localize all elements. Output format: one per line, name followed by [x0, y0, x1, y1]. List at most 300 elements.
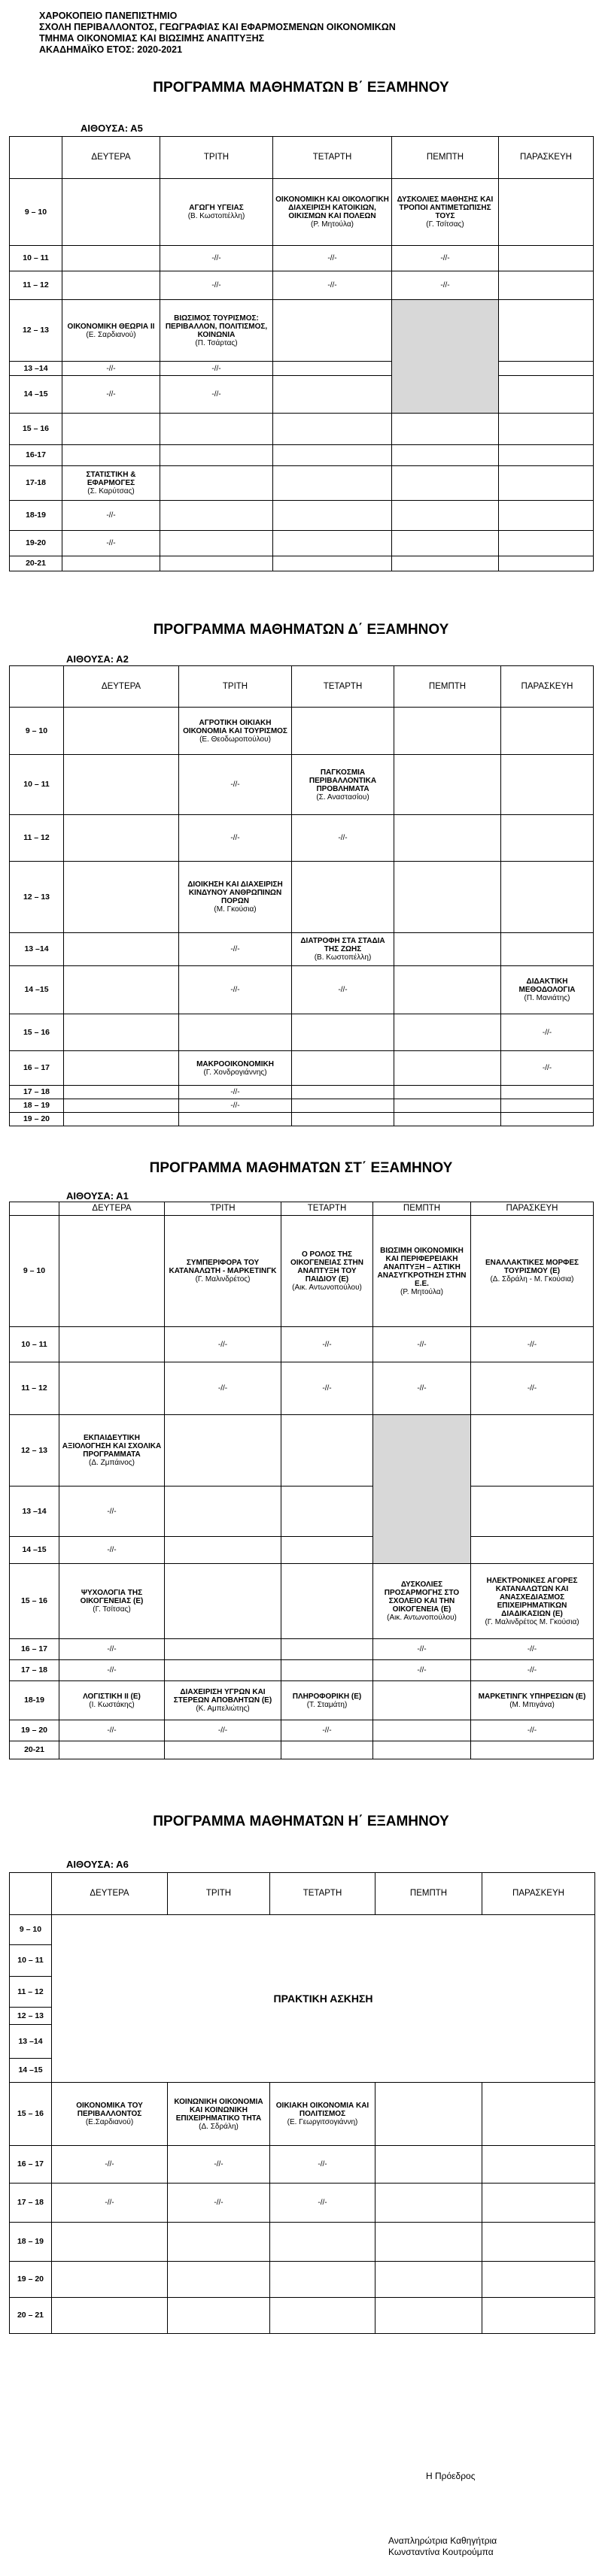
schedule-cell: -//- — [273, 246, 392, 271]
schedule-cell — [179, 1014, 292, 1051]
schedule-cell: -//- — [471, 1660, 594, 1681]
table-row — [10, 376, 594, 414]
course-name: ΑΓΡΟΤΙΚΗ ΟΙΚΙΑΚΗ ΟΙΚΟΝΟΜΙΑ ΚΑΙ ΤΟΥΡΙΣΜΟΣ — [183, 718, 287, 735]
semester-h-title: ΠΡΟΓΡΑΜΜΑ ΜΑΘΗΜΑΤΩΝ Η΄ ΕΞΑΜΗΝΟΥ — [153, 1814, 449, 1829]
schedule-cell — [501, 1086, 594, 1099]
schedule-cell — [501, 815, 594, 862]
schedule-cell — [168, 2223, 270, 2262]
course-name: ΒΙΩΣΙΜΟΣ ΤΟΥΡΙΣΜΟΣ: ΠΕΡΙΒΑΛΛΟΝ, ΠΟΛΙΤΙΣΜΟΣ, ΚΟΙΝΩΝΙΑ — [165, 314, 268, 339]
schedule-cell — [62, 466, 160, 501]
schedule-cell: -//- — [471, 1639, 594, 1660]
time-slot: 13 –14 — [10, 933, 64, 966]
time-slot: 13 –14 — [10, 1487, 59, 1537]
department-name: ΤΜΗΜΑ ΟΙΚΟΝΟΜΙΑΣ ΚΑΙ ΒΙΩΣΙΜΗΣ ΑΝΑΠΤΥΞΗΣ — [39, 33, 265, 44]
schedule-cell — [375, 2298, 482, 2334]
schedule-cell: -//- — [179, 966, 292, 1014]
professor-name: (Ε. Γεωργιτσογιάννη) — [287, 2118, 358, 2126]
table-header-row — [10, 1873, 595, 1915]
table-row — [10, 531, 594, 556]
course-name: ΨΥΧΟΛΟΓΙΑ ΤΗΣ ΟΙΚΟΓΕΝΕΙΑΣ (Ε) — [80, 1589, 144, 1605]
schedule-cell — [281, 1639, 373, 1660]
professor-name: (Π. Μανιάτης) — [524, 994, 570, 1002]
schedule-cell — [499, 300, 594, 362]
schedule-cell — [392, 414, 499, 445]
semester-h-room: ΑΙΘΟΥΣΑ: Α6 — [66, 1859, 129, 1870]
schedule-cell — [273, 300, 392, 362]
professor-name: (Β. Κωστοπέλλη) — [187, 212, 245, 220]
semester-d-table — [9, 665, 594, 1126]
time-slot: 15 – 16 — [10, 1014, 64, 1051]
table-row — [10, 1720, 594, 1741]
schedule-cell — [160, 445, 273, 466]
course-name: ΔΙΟΙΚΗΣΗ ΚΑΙ ΔΙΑΧΕΙΡΙΣΗ ΚΙΝΔΥΝΟΥ ΑΝΘΡΩΠΙΝΩΝ ΠΟΡΩΝ — [187, 880, 283, 905]
time-slot: 19 – 20 — [10, 2262, 52, 2298]
schedule-cell — [375, 2146, 482, 2184]
schedule-cell: -//- — [392, 271, 499, 300]
schedule-cell: -//- — [62, 376, 160, 414]
course-name: ΔΙΑΧΕΙΡΙΣΗ ΥΓΡΩΝ ΚΑΙ ΣΤΕΡΕΩΝ ΑΠΟΒΛΗΤΩΝ (Ε) — [173, 1688, 272, 1705]
course-name: ΔΙΑΤΡΟΦΗ ΣΤΑ ΣΤΑΔΙΑ ΤΗΣ ΖΩΗΣ — [300, 937, 385, 953]
schedule-cell — [165, 1487, 281, 1537]
schedule-cell: -//- — [179, 815, 292, 862]
academic-year: ΑΚΑΔΗΜΑΪΚΟ ΕΤΟΣ: 2020-2021 — [39, 44, 183, 55]
time-slot: 18-19 — [10, 501, 62, 531]
schedule-cell — [270, 2298, 375, 2334]
time-slot: 9 – 10 — [10, 1915, 52, 1945]
table-row — [10, 1051, 594, 1086]
day-header: ΔΕΥΤΕΡΑ — [64, 666, 179, 708]
schedule-cell — [281, 1741, 373, 1759]
schedule-cell: -//- — [471, 1327, 594, 1362]
schedule-cell — [273, 531, 392, 556]
schedule-cell — [281, 1660, 373, 1681]
schedule-cell — [394, 815, 501, 862]
schedule-cell — [165, 1537, 281, 1564]
course-name: ΣΥΜΠΕΡΙΦΟΡΑ ΤΟΥ ΚΑΤΑΝΑΛΩΤΗ - ΜΑΡΚΕΤΙΝΓΚ — [169, 1259, 277, 1275]
table-row — [10, 556, 594, 571]
schedule-cell — [165, 1415, 281, 1487]
course-name: ΕΚΠΑΙΔΕΥΤΙΚΗ ΑΞΙΟΛΟΓΗΣΗ ΚΑΙ ΣΧΟΛΙΚΑ ΠΡΟΓΡΑΜΜΑΤΑ — [62, 1434, 162, 1459]
schedule-cell: -//- — [168, 2146, 270, 2184]
schedule-cell — [499, 271, 594, 300]
course-name: Ο ΡΟΛΟΣ ΤΗΣ ΟΙΚΟΓΕΝΕΙΑΣ ΣΤΗΝ ΑΝΑΠΤΥΞΗ ΤΟΥ ΠΑΙΔΙΟΥ (Ε) — [290, 1250, 363, 1283]
schedule-cell: -//- — [59, 1487, 165, 1537]
table-row — [10, 1362, 594, 1415]
professor-name: (Ε. Θεοδωροπούλου) — [199, 735, 271, 744]
day-header: ΤΡΙΤΗ — [160, 137, 273, 179]
time-slot: 13 –14 — [10, 362, 62, 376]
table-row — [10, 1741, 594, 1759]
corner-cell — [10, 1202, 59, 1216]
schedule-cell — [392, 501, 499, 531]
schedule-cell — [394, 1099, 501, 1113]
schedule-cell — [471, 1487, 594, 1537]
schedule-cell — [165, 1639, 281, 1660]
schedule-cell — [64, 1113, 179, 1126]
time-slot: 11 – 12 — [10, 1362, 59, 1415]
schedule-cell — [501, 1113, 594, 1126]
schedule-cell — [482, 2223, 595, 2262]
course-name: ΠΑΓΚΟΣΜΙΑ ΠΕΡΙΒΑΛΛΟΝΤΙΚΑ ΠΡΟΒΛΗΜΑΤΑ — [309, 768, 377, 793]
schedule-cell — [165, 1564, 281, 1639]
table-row — [10, 300, 594, 362]
schedule-cell — [273, 466, 392, 501]
schedule-cell — [160, 466, 273, 501]
schedule-cell: -//- — [160, 271, 273, 300]
semester-st-room: ΑΙΘΟΥΣΑ: Α1 — [66, 1190, 129, 1202]
schedule-cell — [471, 1564, 594, 1639]
schedule-cell — [64, 1099, 179, 1113]
time-slot: 15 – 16 — [10, 414, 62, 445]
signature-name: Κωνσταντίνα Κουτρούμπα — [388, 2547, 494, 2557]
schedule-cell — [281, 1415, 373, 1487]
professor-name: (Γ. Τσίτσας) — [93, 1605, 131, 1614]
course-name: ΟΙΚΟΝΟΜΙΚΑ ΤΟΥ ΠΕΡΙΒΑΛΛΟΝΤΟΣ — [76, 2102, 143, 2118]
day-header: ΠΕΜΠΤΗ — [392, 137, 499, 179]
schedule-cell — [165, 1660, 281, 1681]
schedule-cell — [392, 445, 499, 466]
professor-name: (Β. Κωστοπέλλη) — [314, 953, 372, 962]
time-slot: 12 – 13 — [10, 2008, 52, 2025]
time-slot: 18 – 19 — [10, 2223, 52, 2262]
table-row — [10, 708, 594, 755]
schedule-cell — [482, 2146, 595, 2184]
schedule-cell — [59, 1741, 165, 1759]
course-name: ΕΝΑΛΛΑΚΤΙΚΕΣ ΜΟΡΦΕΣ ΤΟΥΡΙΣΜΟΥ (Ε) — [485, 1259, 579, 1275]
course-name: ΣΤΑΤΙΣΤΙΚΗ & ΕΦΑΡΜΟΓΕΣ — [86, 471, 136, 487]
table-row — [10, 1487, 594, 1537]
schedule-cell — [62, 271, 160, 300]
schedule-cell — [160, 501, 273, 531]
schedule-cell — [165, 1216, 281, 1327]
schedule-cell — [394, 1014, 501, 1051]
schedule-cell — [292, 1086, 394, 1099]
table-row — [10, 445, 594, 466]
table-row — [10, 933, 594, 966]
table-row — [10, 1099, 594, 1113]
schedule-cell — [273, 501, 392, 531]
schedule-cell — [64, 862, 179, 933]
schedule-cell: -//- — [52, 2184, 168, 2223]
schedule-cell: -//- — [501, 1051, 594, 1086]
day-header: ΤΡΙΤΗ — [179, 666, 292, 708]
schedule-cell — [375, 2262, 482, 2298]
professor-name: (Γ. Μαλινδρέτος Μ. Γκούσια) — [485, 1617, 579, 1626]
course-name: ΗΛΕΚΤΡΟΝΙΚΕΣ ΑΓΟΡΕΣ ΚΑΤΑΝΑΛΩΤΩΝ ΚΑΙ ΑΝΑΣΧΕΔΙΑΣΜΟΣ ΕΠΙΧΕΙΡΗΜΑΤΙΚΩΝ ΔΙΑΔΙΚΑΣΙΩΝ (Ε) — [486, 1576, 578, 1618]
schedule-cell — [59, 1362, 165, 1415]
schedule-cell — [62, 246, 160, 271]
schedule-cell — [471, 1537, 594, 1564]
time-slot: 12 – 13 — [10, 300, 62, 362]
schedule-cell — [59, 1681, 165, 1720]
time-slot: 10 – 11 — [10, 755, 64, 815]
course-name: ΑΓΩΓΗ ΥΓΕΙΑΣ — [189, 204, 244, 212]
schedule-cell: -//- — [59, 1537, 165, 1564]
table-row — [10, 1639, 594, 1660]
schedule-cell — [52, 2298, 168, 2334]
schedule-cell — [499, 376, 594, 414]
time-slot: 17 – 18 — [10, 1086, 64, 1099]
schedule-cell — [375, 2184, 482, 2223]
schedule-cell — [168, 2262, 270, 2298]
course-name: ΚΟΙΝΩΝΙΚΗ ΟΙΚΟΝΟΜΙΑ ΚΑΙ ΚΟΙΝΩΝΙΚΗ ΕΠΙΧΕΙΡΗΜΑΤΙΚΟ ΤΗΤΑ — [174, 2097, 263, 2123]
schedule-cell — [501, 862, 594, 933]
schedule-cell: -//- — [168, 2184, 270, 2223]
schedule-cell — [52, 2083, 168, 2146]
table-row — [10, 179, 594, 246]
schedule-cell — [62, 179, 160, 246]
schedule-cell: -//- — [501, 1014, 594, 1051]
table-row — [10, 1216, 594, 1327]
schedule-cell — [373, 1741, 471, 1759]
table-row — [10, 755, 594, 815]
schedule-cell — [499, 501, 594, 531]
course-name: ΒΙΩΣΙΜΗ ΟΙΚΟΝΟΜΙΚΗ ΚΑΙ ΠΕΡΙΦΕΡΕΙΑΚΗ ΑΝΑΠΤΥΞΗ – ΑΣΤΙΚΗ ΑΝΑΣΥΓΚΡΟΤΗΣΗ ΣΤΗΝ Ε.Ε. — [377, 1246, 467, 1288]
time-slot: 15 – 16 — [10, 2083, 52, 2146]
course-name: ΟΙΚΟΝΟΜΙΚΗ ΚΑΙ ΟΙΚΟΛΟΓΙΚΗ ΔΙΑΧΕΙΡΙΣΗ ΚΑΤΟΙΚΙΩΝ, ΟΙΚΙΣΜΩΝ ΚΑΙ ΠΟΛΕΩΝ — [275, 195, 389, 220]
schedule-cell — [179, 1113, 292, 1126]
table-row — [10, 2298, 595, 2334]
schedule-cell — [270, 2262, 375, 2298]
signature-role: Η Πρόεδρος — [426, 2471, 476, 2481]
schedule-cell: -//- — [179, 1086, 292, 1099]
schedule-cell — [160, 531, 273, 556]
course-name: ΛΟΓΙΣΤΙΚΗ ΙΙ (Ε) — [83, 1692, 141, 1701]
day-header: ΔΕΥΤΕΡΑ — [59, 1202, 165, 1216]
table-header-row — [10, 1202, 594, 1216]
schedule-cell — [59, 1216, 165, 1327]
time-slot: 16 – 17 — [10, 2146, 52, 2184]
day-header: ΤΕΤΑΡΤΗ — [292, 666, 394, 708]
table-row — [10, 1415, 594, 1487]
day-header: ΤΡΙΤΗ — [168, 1873, 270, 1915]
professor-name: (Δ. Ζμπάινος) — [89, 1459, 135, 1467]
schedule-cell — [160, 300, 273, 362]
table-row — [10, 966, 594, 1014]
schedule-cell — [62, 414, 160, 445]
schedule-cell: -//- — [392, 246, 499, 271]
schedule-cell — [375, 2223, 482, 2262]
schedule-cell: -//- — [471, 1362, 594, 1415]
schedule-cell — [168, 2298, 270, 2334]
schedule-cell — [64, 815, 179, 862]
schedule-cell: -//- — [273, 271, 392, 300]
schedule-cell: -//- — [270, 2184, 375, 2223]
time-slot: 19-20 — [10, 531, 62, 556]
schedule-cell — [292, 1113, 394, 1126]
schedule-cell: -//- — [281, 1362, 373, 1415]
schedule-cell — [273, 376, 392, 414]
time-slot: 11 – 12 — [10, 1977, 52, 2008]
schedule-cell — [394, 966, 501, 1014]
schedule-cell — [373, 1720, 471, 1741]
table-row — [10, 362, 594, 376]
schedule-cell — [64, 1014, 179, 1051]
schedule-cell: -//- — [62, 531, 160, 556]
schedule-cell — [375, 2083, 482, 2146]
schedule-cell — [281, 1216, 373, 1327]
professor-name: (Κ. Αμπελιώτης) — [196, 1705, 250, 1713]
schedule-cell — [482, 2298, 595, 2334]
course-name: ΔΥΣΚΟΛΙΕΣ ΠΡΟΣΑΡΜΟΓΗΣ ΣΤΟ ΣΧΟΛΕΙΟ ΚΑΙ ΤΗΝ ΟΙΚΟΓΕΝΕΙΑ (Ε) — [384, 1580, 460, 1614]
time-slot: 11 – 12 — [10, 815, 64, 862]
schedule-cell — [501, 708, 594, 755]
day-header: ΤΡΙΤΗ — [165, 1202, 281, 1216]
schedule-cell — [273, 179, 392, 246]
professor-name: (Δ. Σδράλη) — [199, 2122, 239, 2131]
professor-name: (Ι. Κωστάκης) — [89, 1700, 135, 1709]
day-header: ΔΕΥΤΕΡΑ — [52, 1873, 168, 1915]
schedule-cell: -//- — [179, 933, 292, 966]
schedule-cell: -//- — [281, 1720, 373, 1741]
day-header: ΠΕΜΠΤΗ — [373, 1202, 471, 1216]
day-header: ΠΑΡΑΣΚΕΥΗ — [471, 1202, 594, 1216]
schedule-cell — [64, 966, 179, 1014]
corner-cell — [10, 137, 62, 179]
time-slot: 14 –15 — [10, 2059, 52, 2083]
schedule-cell — [394, 862, 501, 933]
table-row — [10, 271, 594, 300]
schedule-cell — [179, 708, 292, 755]
table-row — [10, 1537, 594, 1564]
schedule-cell — [499, 246, 594, 271]
schedule-cell: -//- — [59, 1660, 165, 1681]
schedule-cell — [501, 966, 594, 1014]
schedule-cell: -//- — [160, 362, 273, 376]
schedule-cell — [64, 755, 179, 815]
schedule-cell — [59, 1415, 165, 1487]
practice-block: ΠΡΑΚΤΙΚΗ ΑΣΚΗΣΗ — [52, 1915, 595, 2083]
schedule-cell — [482, 2184, 595, 2223]
table-row — [10, 815, 594, 862]
schedule-cell — [62, 300, 160, 362]
table-row — [10, 1113, 594, 1126]
schedule-cell: -//- — [62, 362, 160, 376]
signature-block — [388, 2535, 497, 2558]
time-slot: 9 – 10 — [10, 708, 64, 755]
professor-name: (Γ. Χονδρογιάννης) — [203, 1068, 267, 1077]
schedule-cell — [482, 2083, 595, 2146]
schedule-cell — [394, 708, 501, 755]
day-header: ΠΑΡΑΣΚΕΥΗ — [499, 137, 594, 179]
schedule-cell — [59, 1327, 165, 1362]
schedule-cell: -//- — [281, 1327, 373, 1362]
time-slot: 19 – 20 — [10, 1720, 59, 1741]
schedule-cell — [160, 179, 273, 246]
schedule-cell — [471, 1216, 594, 1327]
table-row — [10, 246, 594, 271]
schedule-cell — [64, 933, 179, 966]
schedule-cell — [273, 414, 392, 445]
schedule-cell — [168, 2083, 270, 2146]
time-slot: 12 – 13 — [10, 862, 64, 933]
time-slot: 20 – 21 — [10, 2298, 52, 2334]
schedule-cell — [62, 445, 160, 466]
schedule-cell — [270, 2223, 375, 2262]
course-name: ΔΙΔΑΚΤΙΚΗ ΜΕΘΟΔΟΛΟΓΙΑ — [518, 977, 576, 994]
schedule-cell — [499, 466, 594, 501]
day-header: ΠΑΡΑΣΚΕΥΗ — [501, 666, 594, 708]
semester-d-room: ΑΙΘΟΥΣΑ: Α2 — [66, 653, 129, 665]
schedule-cell — [373, 1216, 471, 1327]
schedule-cell — [160, 556, 273, 571]
schedule-cell: -//- — [270, 2146, 375, 2184]
time-slot: 13 –14 — [10, 2025, 52, 2059]
schedule-cell — [64, 708, 179, 755]
time-slot: 20-21 — [10, 1741, 59, 1759]
schedule-cell — [394, 755, 501, 815]
professor-name: (Γ. Τσίτσας) — [426, 220, 464, 229]
professor-name: (Μ. Μπιγάνα) — [509, 1700, 555, 1709]
schedule-cell — [471, 1415, 594, 1487]
professor-name: (Σ. Αναστασίου) — [316, 792, 369, 802]
course-name: ΜΑΡΚΕΤΙΝΓΚ ΥΠΗΡΕΣΙΩΝ (Ε) — [478, 1692, 586, 1701]
table-row — [10, 501, 594, 531]
professor-name: (Ε. Σαρδιανού) — [86, 330, 136, 339]
table-row — [10, 1660, 594, 1681]
semester-b-table — [9, 136, 594, 571]
schedule-cell — [64, 1051, 179, 1086]
semester-st-table — [9, 1202, 594, 1759]
schedule-cell — [281, 1537, 373, 1564]
course-name: ΔΥΣΚΟΛΙΕΣ ΜΑΘΗΣΗΣ ΚΑΙ ΤΡΟΠΟΙ ΑΝΤΙΜΕΤΩΠΙΣΗΣ ΤΟΥΣ — [397, 195, 494, 220]
semester-b-title: ΠΡΟΓΡΑΜΜΑ ΜΑΘΗΜΑΤΩΝ Β΄ ΕΞΑΜΗΝΟΥ — [153, 80, 449, 95]
semester-st-title: ΠΡΟΓΡΑΜΜΑ ΜΑΘΗΜΑΤΩΝ ΣΤ΄ ΕΞΑΜΗΝΟΥ — [149, 1160, 453, 1176]
schedule-cell: -//- — [160, 376, 273, 414]
time-slot: 16 – 17 — [10, 1051, 64, 1086]
schedule-cell — [501, 1099, 594, 1113]
schedule-cell: -//- — [179, 1099, 292, 1113]
blocked-cell — [392, 300, 499, 414]
table-row — [10, 2146, 595, 2184]
schedule-cell: -//- — [373, 1362, 471, 1415]
time-slot: 14 –15 — [10, 376, 62, 414]
schedule-cell — [281, 1564, 373, 1639]
schedule-cell — [292, 708, 394, 755]
day-header: ΔΕΥΤΕΡΑ — [62, 137, 160, 179]
schedule-cell: -//- — [179, 755, 292, 815]
schedule-cell — [471, 1681, 594, 1720]
schedule-cell — [160, 414, 273, 445]
schedule-cell — [281, 1487, 373, 1537]
schedule-cell — [273, 445, 392, 466]
course-name: ΜΑΚΡΟΟΙΚΟΝΟΜΙΚΗ — [196, 1059, 274, 1068]
schedule-cell — [373, 1564, 471, 1639]
table-row — [10, 414, 594, 445]
schedule-cell — [292, 755, 394, 815]
schedule-cell: -//- — [59, 1720, 165, 1741]
professor-name: (Δ. Σδράλη - Μ. Γκούσια) — [490, 1275, 574, 1283]
corner-cell — [10, 1873, 52, 1915]
schedule-cell: -//- — [52, 2146, 168, 2184]
schedule-cell — [499, 556, 594, 571]
day-header: ΤΕΤΑΡΤΗ — [270, 1873, 375, 1915]
time-slot: 14 –15 — [10, 966, 64, 1014]
time-slot: 10 – 11 — [10, 1945, 52, 1977]
schedule-cell: -//- — [292, 815, 394, 862]
time-slot: 16-17 — [10, 445, 62, 466]
day-header: ΤΕΤΑΡΤΗ — [273, 137, 392, 179]
table-row — [10, 2184, 595, 2223]
schedule-cell — [62, 556, 160, 571]
schedule-cell: -//- — [165, 1720, 281, 1741]
schedule-cell — [392, 556, 499, 571]
table-row — [10, 1564, 594, 1639]
time-slot: 18-19 — [10, 1681, 59, 1720]
time-slot: 9 – 10 — [10, 179, 62, 246]
schedule-cell — [292, 933, 394, 966]
day-header: ΠΕΜΠΤΗ — [375, 1873, 482, 1915]
